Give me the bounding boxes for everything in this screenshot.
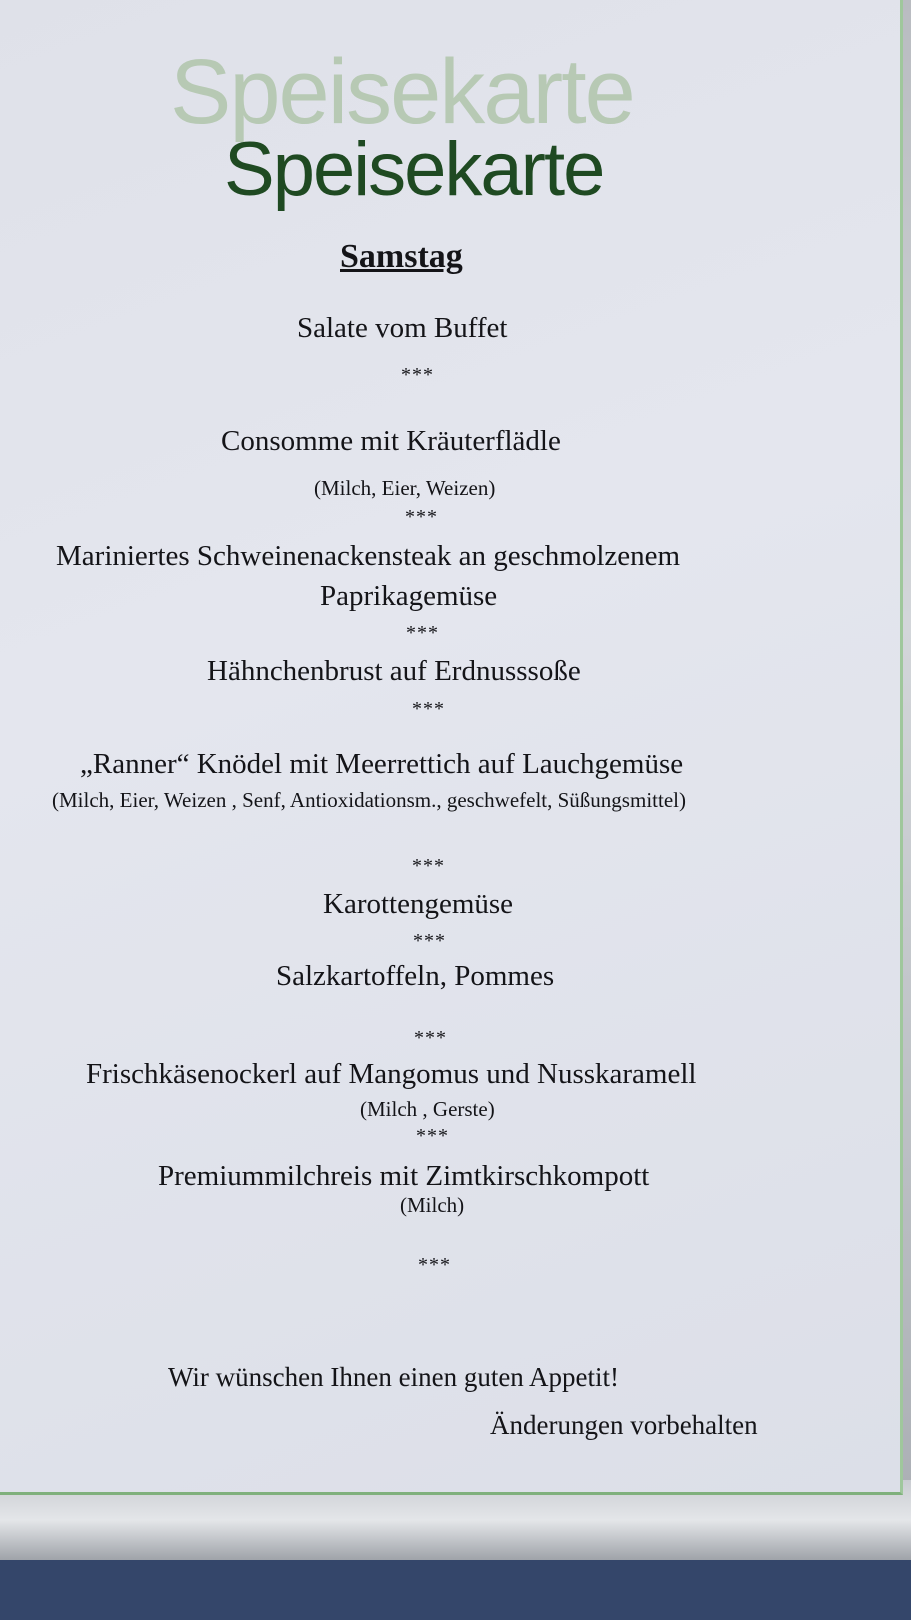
dish-milchreis: Premiummilchreis mit Zimtkirschkompott xyxy=(158,1160,650,1192)
separator: *** xyxy=(413,930,446,952)
dish-frischkaese: Frischkäsenockerl auf Mangomus und Nusskaramell xyxy=(86,1058,697,1090)
separator: *** xyxy=(405,506,438,528)
disclaimer: Änderungen vorbehalten xyxy=(490,1410,758,1440)
separator: *** xyxy=(412,855,445,877)
separator: *** xyxy=(406,622,439,644)
allergens-frischkaese: (Milch , Gerste) xyxy=(360,1097,495,1121)
allergens-milchreis: (Milch) xyxy=(400,1193,465,1217)
dish-chicken: Hähnchenbrust auf Erdnusssoße xyxy=(207,655,581,687)
allergens-knoedel: (Milch, Eier, Weizen , Senf, Antioxidationsm., geschwefelt, Süßungsmittel) xyxy=(52,788,686,812)
dish-kartoffeln: Salzkartoffeln, Pommes xyxy=(276,960,555,992)
dish-karotten: Karottengemüse xyxy=(323,888,514,920)
menu-title: Speisekarte xyxy=(224,127,604,212)
separator: *** xyxy=(414,1027,447,1049)
dish-steak-line2: Paprikagemüse xyxy=(320,580,498,612)
dish-salad: Salate vom Buffet xyxy=(297,312,508,344)
dish-steak-line1: Mariniertes Schweinenackensteak an geschmolzenem xyxy=(56,540,681,572)
allergens-consomme: (Milch, Eier, Weizen) xyxy=(314,476,496,500)
dish-knoedel: „Ranner“ Knödel mit Meerrettich auf Lauchgemüse xyxy=(80,748,684,780)
title-watermark: Speisekarte xyxy=(170,41,634,143)
day-heading: Samstag xyxy=(340,238,463,275)
separator: *** xyxy=(416,1125,449,1147)
separator: *** xyxy=(401,364,434,386)
dish-consomme: Consomme mit Kräuterflädle xyxy=(221,425,561,457)
closing-message: Wir wünschen Ihnen einen guten Appetit! xyxy=(168,1362,620,1392)
separator: *** xyxy=(418,1254,451,1276)
separator: *** xyxy=(412,698,445,720)
